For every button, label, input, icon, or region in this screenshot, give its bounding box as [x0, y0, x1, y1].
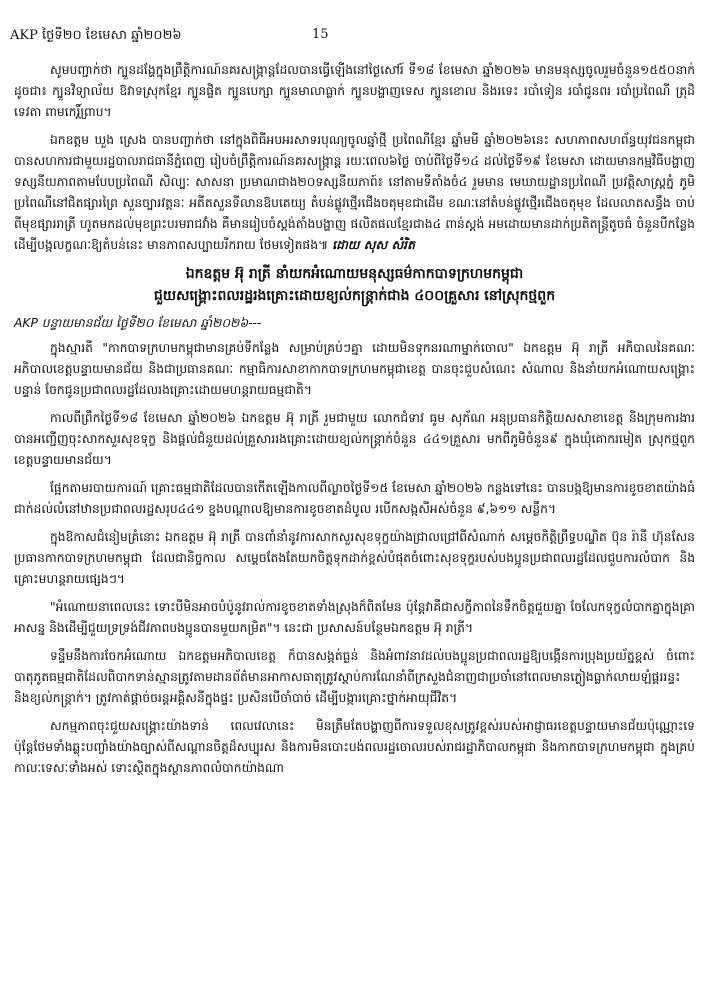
- article1-byline: ដោយ សុស សំរិត: [332, 238, 415, 252]
- article2-paragraph-4: ក្នុងឱកាសជំនៀមគ្រំនោះ ឯកឧត្តម អ៊ុ រាត្រី បានពាំនាំនូវការសាកសួរសុខទុក្ខយ៉ាងជ្រាលជ្រៅពីសំណាក់ សម្តេចកិត្តិព្រឹទ្ធបណ្ឌិត ប៊ុន រ៉ានី ហ៊ុនសែនប្រធានកាកបាទក្រហមកម្ពុជា ដែលជានិច្ចកាល សម្តេចតែងតែយកចិត្តទុកដាក់ខ្ពស់បំផុតចំពោះសុខទុក្ខរបស់បងប្អូនប្រជាពលរដ្ឋដែលជួបការលំបាក និងគ្រោះមហន្តរាយផ្សេងៗ។: [14, 530, 695, 586]
- article2-paragraph-3: ផ្អែកតាមរបាយការណ៍ គ្រោះធម្មជាតិដែលបានកើតឡើងកាលពីល្ងាចថ្ងៃទី១៥ ខែមេសា ឆ្នាំ២០២៦ កន្លងទៅនេះ បានបង្កឱ្យមានការខូចខាតយ៉ាងធំ ជាក់ដល់លំនៅឋានប្រជាពលរដ្ឋសរុប៤៤១ ខ្នងបណ្តាលឱ្យមានការខូចខាតដំបូល របើកសង្កសីអស់ចំនួន ៩,៦១១ សន្លឹក។: [14, 481, 695, 516]
- article2-paragraph-6: ទន្ទឹមនឹងការចែកអំណោយ ឯកឧត្តមអភិបាលខេត្ត ក៏បានសង្កត់ធ្ងន់ និងអំពាវនាវដល់បងប្អូនប្រជាពលរដ្ឋឱ្យបង្កើនការប្រុងប្រយ័ត្នខ្ពស់ ចំពោះបាតុភូតធម្មជាតិដែលពិបាកទាន់ស្មានត្រូវតាមដានព័ត៌មានអាកាសធាតុត្រូវស្តាប់ការណែនាំពីក្រសួងជំនាញជាប្រចាំនៅពេលមានភ្លៀងធ្លាក់លាយឡំផ្គររន្ទះ និងខ្យល់កន្ត្រាក់។ ត្រូវកាត់ផ្តាច់ចរន្តអគ្គិសនីក្នុងផ្ទះ ប្រសិនបើចាំបាច់ ដើម្បីបង្ការគ្រោះថ្នាក់អាយុជីវិត។: [14, 649, 695, 705]
- article2-headline-line-1: ឯកឧត្តម អ៊ុ រាត្រី នាំយកអំណោយមនុស្សធម៌កាកបាទក្រហមកម្ពុជា: [185, 266, 524, 282]
- article2-paragraph-5: "អំណោយនាពេលនេះ ទោះបីមិនអាចបំប៉ូនូវរាល់ការខូចខាតទាំងស្រុងក៏ពិតមែន ប៉ុន្តែវាគឺជាសក្ខីភាពនៃទឹកចិត្តជួយគ្នា ចែលែកទុក្ខលំបាកគ្នាក្នុងគ្រាអាសន្ន និងដើម្បីជួយទ្រទ្រង់ជីវភាពបងប្អូនបានមួយកម្រិត"។ នេះជា ប្រសាសន៍បន្ថែមឯកឧត្តម អ៊ុ រាត្រី។: [14, 600, 695, 635]
- page-header: [10, 27, 697, 49]
- header-date: AKP ថ្ងៃទី២០ ខែមេសា ឆ្នាំ២០២៦: [10, 28, 182, 43]
- article1-paragraph-2-text: ឯកឧត្តម ឃួង ស្រេង បានបញ្ជាក់ថា នៅក្នុងពិធីអបអរសាទរបុណ្យចូលឆ្នាំថ្មី ប្រពៃណីខ្មែរ ឆ្នាំមមី ឆ្នាំ២០២៦នេះ សហភាពសហព័ន្ធយុវជនកម្ពុជា បានសហការជាមួយរដ្ឋបាលរាជធានីភ្នំពេញ រៀបចំព្រឹត្តិការណ៍នគរសង្ក្រាន្ត រយៈពេល៦ថ្ងៃ ចាប់ពីថ្ងៃទី១៤ ដល់ថ្ងៃទី១៩ ខែមេសា ដោយមានកម្មវិធីបង្ហាញទស្សនីយភាពតាមបែបប្រពៃណី សិល្បៈ សាសនា ប្រមាណជាង២០ទស្សនីយភាព៍៖ នៅតាមទីតាំងចំ៤ រួមមាន មេឃាយដ្ឋានប្រពៃណី ប្រវត្តិសាស្ត្រភ្នំ ភូមិប្រពៃណីនៅជិតផ្សារព្រៃ សួនច្បារវត្តនៈ អតីតសួនទីលានឱបតេយ្យ តំបន់ផ្លូវថ្មើរជើងចតុមុខជាដើម ខណៈនៅតំបន់ផ្លូវថ្មើរជើងចតុមុខ ដែលលាតសន្ធឹង ចាប់ពីមុខផ្សាររាត្រី ហូតមកដល់មុខព្រះបរមរាជវាំង គឺមានរៀបចំស្តង់តាំងបង្ហាញ ផលិតផលខ្មែរជាង៤ ពាន់ស្តង់ អមដោយមានដាក់ប្រតិតន្ត្រីតូចធំ ចំនួនបីកន្លែង ដើម្បីបង្កលក្ខណៈឱ្យតំបន់នេះ មានភាពសប្បាយរីករាយ ថែមទៀតផង៕: [14, 133, 695, 252]
- article2-dateline: AKP បន្ទាយមានជ័យ ថ្ងៃទី២០ ខែមេសា ឆ្នាំ២០២៦---: [14, 316, 262, 330]
- page-number: 15: [312, 27, 329, 42]
- article2-headline-line-2: ជួយសង្គ្រោះពលរដ្ឋរងគ្រោះដោយខ្យល់កន្ត្រាក់ជាង ៤០០គ្រួសារ នៅស្រុកថ្មពួក: [153, 288, 556, 304]
- article2-paragraph-1: ក្នុងស្មារតី "កាកបាទក្រហមកម្ពុជាមានគ្រប់ទីកន្លែង សម្រាប់គ្រប់ៗគ្នា ដោយមិនទុកនរណាម្នាក់ចោល" ឯកឧត្តម អ៊ុ រាត្រី អភិបាលនៃគណៈអភិបាលខេត្តបន្ទាយមានជ័យ និងជាប្រធានគណៈ កម្មាធិការសាខាកាកបាទក្រហមកម្ពុជាខេត្ត បានចុះជួបសំណេះ សំណាល និងនាំយកអំណោយសង្គ្រោះបន្ទាន់ ចែកជូនប្រជាពលរដ្ឋដែលរងគ្រោះដោយមហន្តរាយធម្មជាតិ។: [14, 341, 695, 397]
- article2-headline: [14, 263, 695, 307]
- article2-paragraph-2: កាលពីព្រឹកថ្ងៃទី១៨ ខែមេសា ឆ្នាំ២០២៦ ឯកឧត្តម អ៊ុ រាត្រី រួមជាមួយ លោកជំទាវ ធូម សុភ័ណ អនុប្រធានកិត្តិយសសាខាខេត្ត និងក្រុមការងារ បានអញ្ជើញចុះសាកសួរសុខទុក្ខ និងផ្តល់ជំនួយដល់គ្រួសាររងគ្រោះដោយខ្យល់កន្ត្រាក់ចំនួន ៤៤១គ្រួសារ មកពីភូមិចំនួន៩ ក្នុងឃុំគោករមៀត ស្រុកថ្មពួក ខេត្តបន្ទាយមានជ័យ។: [14, 411, 695, 467]
- article1-paragraph-2: [14, 130, 695, 256]
- page-body: [14, 60, 695, 786]
- article2-paragraph-7: សកម្មភាពចុះជួយសង្គ្រោះយ៉ាងទាន់ ពេលវេលានេះ មិនត្រឹមតែបង្ហាញពីការទទួលខុសត្រូវខ្ពស់របស់អាជ្ញាធរខេត្តបន្ទាយមានជ័យប៉ុណ្ណោះទេ ប៉ុន្តែថែមទាំងឆ្លុះបញ្ចាំងយ៉ាងច្បាស់ពីសណ្តានចិត្តដ៏សប្បុរស និងការមិនបោះបង់ពលរដ្ឋចោលរបស់រាជរដ្ឋាភិបាលកម្ពុជា និងកាកបាទក្រហមកម្ពុជា ក្នុងគ្រប់កាលៈទេសៈទាំងអស់ ទោះស្ថិតក្នុងស្ថានភាពលំបាកយ៉ាងណា: [14, 719, 695, 775]
- article1-paragraph-1: សូមបញ្ជាក់ថា ក្បួនដង្ហែក្នុងព្រឹត្តិការណ៍នគរសង្ក្រាន្តដែលបានធ្វើឡើងនៅថ្ងៃសៅរ៍ ទី១៨ ខែមេសា ឆ្នាំ២០២៦ មានមនុស្សចូលរួមចំនួន១៥៥០នាក់ ដូចជា៖ ក្បួនវិទ្យាល័យ ឱវាទស្រុកខ្មែរ ក្បួនផ្ចិត ក្បួនបេក្សា ក្បួនមាលាធ្លាក់ ក្បួនបង្ហាញទេស ក្បួនខោល និងរទេះ របាំទៀន របាំជូនពរ របាំប្រពៃណី ត្រុដិ ទេវតា ពាមកេរ្តិ៍ព្រាប។: [14, 63, 695, 119]
